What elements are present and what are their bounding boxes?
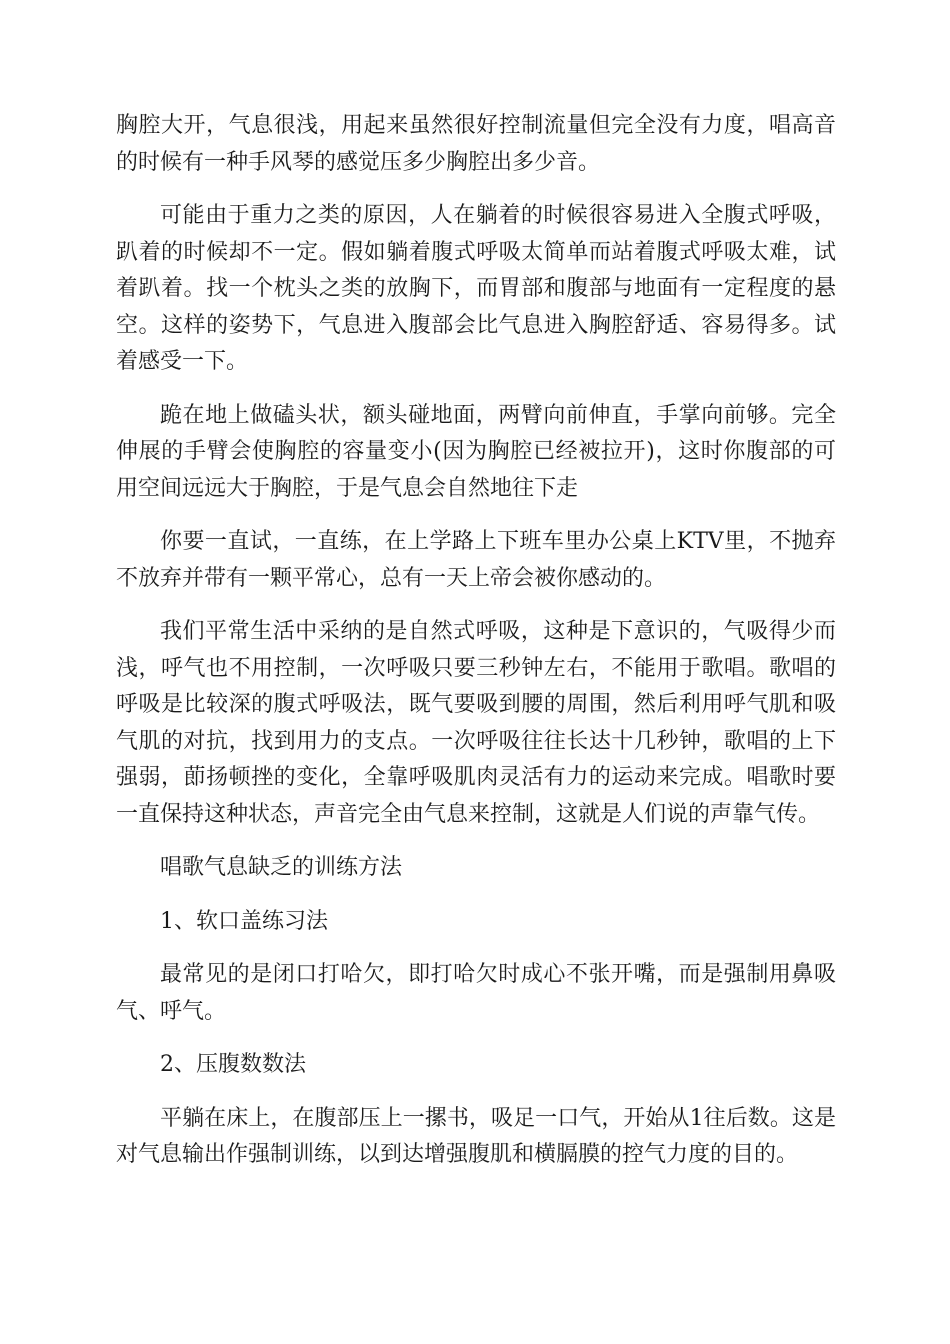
paragraph-kneeling-exercise: 跪在地上做磕头状，额头碰地面，两臂向前伸直，手掌向前够。完全伸展的手臂会使胸腔的容量变小(因为胸腔已经被拉开)，这时你腹部的可用空间远远大于胸腔，于是气息会自然地往下走 [116, 402, 836, 501]
method-heading-press-abdomen: 2、压腹数数法 [160, 1052, 306, 1077]
paragraph-press-abdomen-method: 平躺在床上，在腹部压上一摞书，吸足一口气，开始从1往后数。这是对气息输出作强制训练，以到达增强腹肌和横膈膜的控气力度的目的。 [116, 1105, 836, 1167]
document-body [116, 108, 836, 1191]
paragraph-keep-practicing: 你要一直试，一直练，在上学路上下班车里办公桌上KTV里，不抛弃不放弃并带有一颗平常心，总有一天上帝会被你感动的。 [116, 529, 836, 591]
paragraph-lying-breathing: 可能由于重力之类的原因，人在躺着的时候很容易进入全腹式呼吸，趴着的时候却不一定。假如躺着腹式呼吸太简单而站着腹式呼吸太难，试着趴着。找一个枕头之类的放胸下，而胃部和腹部与地面有一定程度的悬空。这样的姿势下，气息进入腹部会比气息进入胸腔舒适、容易得多。试着感受一下。 [116, 203, 836, 374]
method-heading-soft-palate: 1、软口盖练习法 [160, 908, 328, 934]
paragraph-soft-palate-method: 最常见的是闭口打哈欠，即打哈欠时成心不张开嘴，而是强制用鼻吸气、呼气。 [116, 962, 836, 1024]
paragraph-chest-breathing: 胸腔大开，气息很浅，用起来虽然很好控制流量但完全没有力度，唱高音的时候有一种手风琴的感觉压多少胸腔出多少音。 [116, 113, 836, 175]
section-heading-training-methods: 唱歌气息缺乏的训练方法 [160, 855, 403, 880]
paragraph-natural-vs-singing-breathing: 我们平常生活中采纳的是自然式呼吸，这种是下意识的，气吸得少而浅，呼气也不用控制，一次呼吸只要三秒钟左右，不能用于歌唱。歌唱的呼吸是比较深的腹式呼吸法，既气要吸到腰的周围，然后利用呼气肌和吸气肌的对抗，找到用力的支点。一次呼吸往往长达十几秒钟，歌唱的上下强弱，莭扬顿挫的变化，全靠呼吸肌肉灵活有力的运动来完成。唱歌时要一直保持这种状态，声音完全由气息来控制，这就是人们说的声靠气传。 [116, 619, 836, 827]
